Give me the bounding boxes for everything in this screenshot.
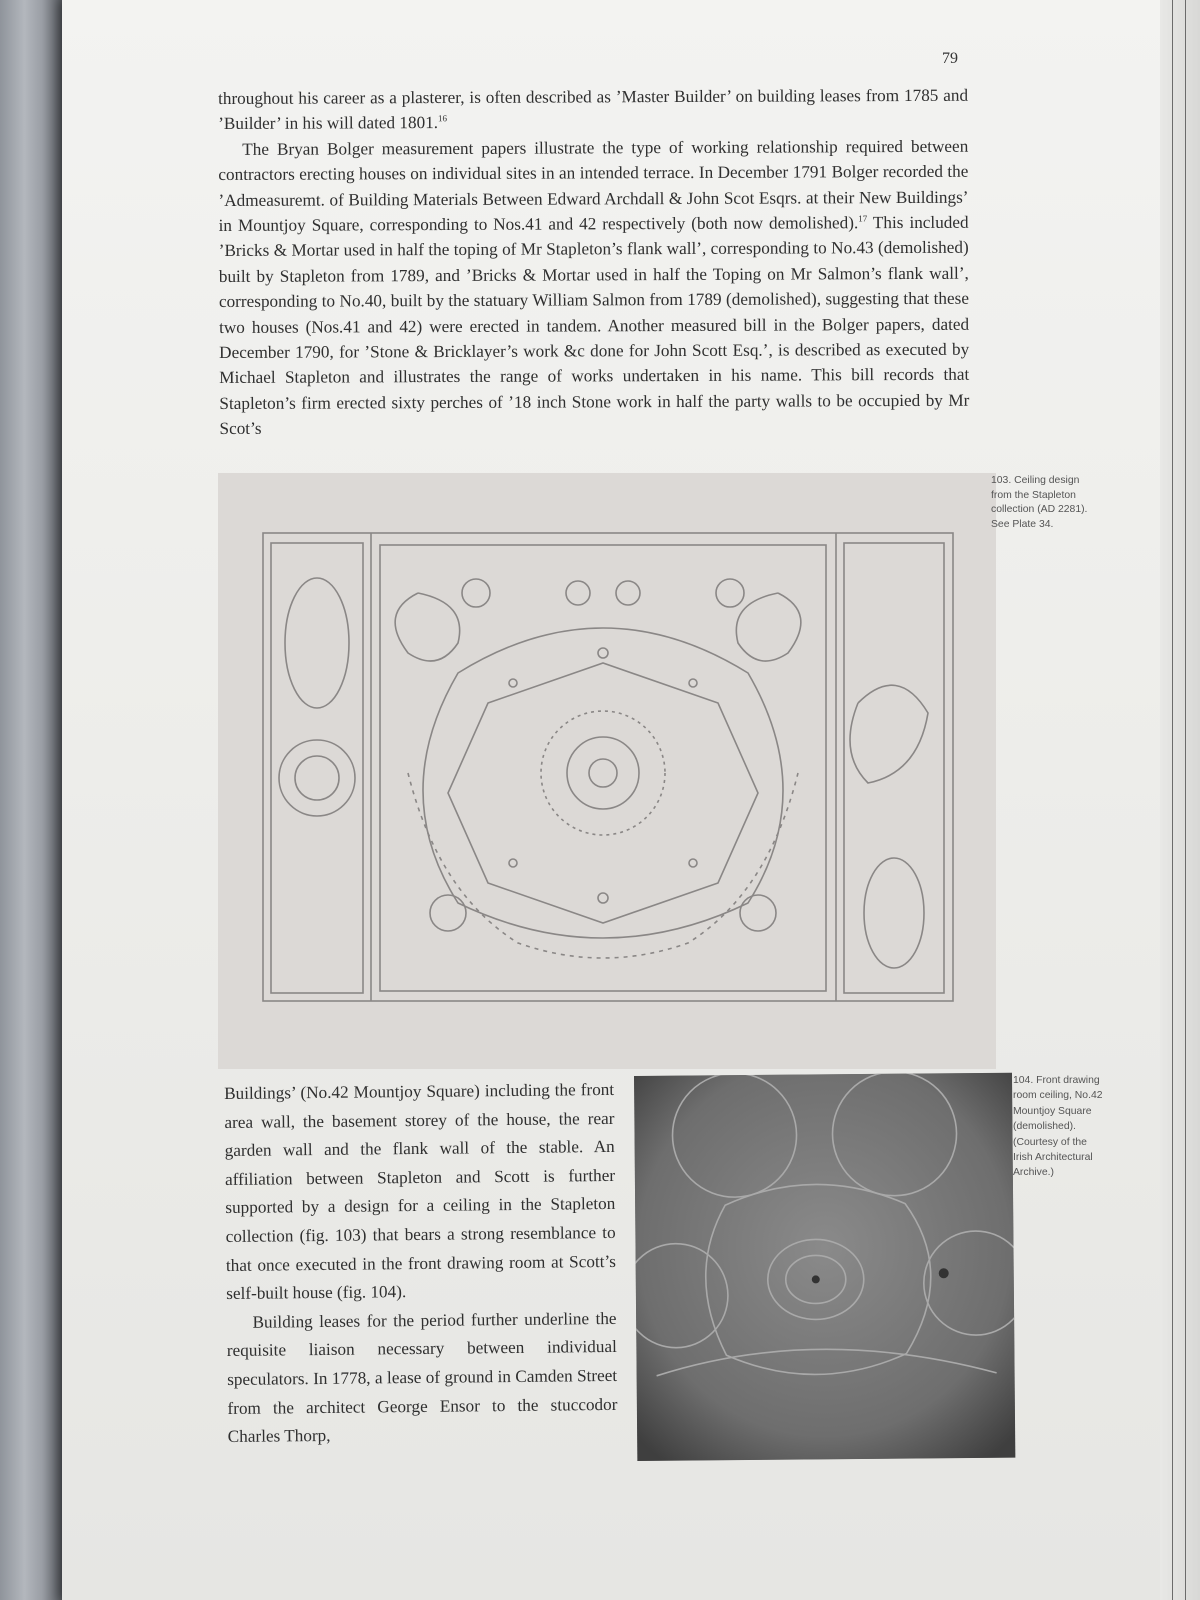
footnote-ref-17: 17 bbox=[858, 213, 868, 224]
figure-103-caption bbox=[991, 474, 1111, 532]
caption-line: 104. Front drawing bbox=[1013, 1075, 1100, 1086]
caption-line: Archive.) bbox=[1013, 1167, 1054, 1179]
page-number: 79 bbox=[942, 50, 958, 67]
caption-line: collection (AD 2281). bbox=[991, 504, 1088, 516]
figure-104-ceiling-photo bbox=[634, 1073, 1015, 1461]
figure-103-ceiling-design bbox=[218, 473, 996, 1069]
paragraph-1-text: throughout his career as a plasterer, is often described as ’Master Builder’ on building leases from 1785 and ’Builder’ in his will dated 1801. bbox=[218, 85, 969, 134]
figure-104-caption bbox=[1013, 1073, 1133, 1181]
caption-line: Irish Architectural bbox=[1013, 1152, 1093, 1164]
ceiling-design-drawing bbox=[218, 473, 996, 1069]
paragraph-2 bbox=[218, 134, 969, 442]
caption-line: from the Stapleton bbox=[991, 489, 1076, 501]
caption-line: room ceiling, No.42 bbox=[1013, 1090, 1103, 1102]
paragraph-2-text-b: This included ’Bricks & Mortar used in half the toping of Mr Stapleton’s flank wall’, corresponding to No.43 (demolished) built by Stapleton from 1789, and ’Bricks & Mortar used in half the Toping on Mr Salmon’s flank wall’, corresponding to No.40, built by the statuary William Salmon from 1789 (demolished), suggesting that these two houses (Nos.41 and 42) were erected in tandem. Another measured bill in the Bolger papers, dated December 1790, for ’Stone & Bricklayer’s work &c done for John Scott Esq.’, is described as executed by Michael Stapleton and illustrates the range of works undertaken in his name. This bill records that Stapleton’s firm erected sixty perches of ’18 inch Stone work in half the party walls to be occupied by Mr Scot’s bbox=[218, 212, 970, 439]
caption-line: 103. Ceiling design bbox=[991, 475, 1080, 486]
caption-line: Mountjoy Square bbox=[1013, 1105, 1092, 1117]
ceiling-photo bbox=[634, 1073, 1015, 1461]
paragraph-2-text-a: The Bryan Bolger measurement papers illustrate the type of working relationship required between contractors erecting houses on individual sites in an intended terrace. In December 1791 Bolger recorded the ’Admeasuremt. of Building Materials Between Edward Archdall & John Scot Esqrs. at their New Buildings’ in Mountjoy Square, corresponding to Nos.41 and 42 respectively (both now demolished). bbox=[218, 136, 969, 236]
footnote-ref-16: 16 bbox=[438, 113, 448, 124]
caption-line: See Plate 34. bbox=[991, 518, 1054, 530]
paragraph-4: Building leases for the period further underline the requisite liaison necessary between individual speculators. In 1778, a lease of ground in Camden Street from the architect George Ensor to the stuccodor Charles Thorp, bbox=[226, 1308, 618, 1447]
paragraph-3: Buildings’ (No.42 Mountjoy Square) including the front area wall, the basement storey of the house, the rear garden wall and the flank wall of the stable. An affiliation between Stapleton and Scott is further supported by a design for a ceiling in the Stapleton collection (fig. 103) that bears a strong resemblance to that once executed in the front drawing room at Scott’s self-built house (fig. 104). bbox=[224, 1079, 617, 1304]
caption-line: (Courtesy of the bbox=[1013, 1136, 1087, 1148]
page-edge-lines bbox=[1172, 0, 1186, 1600]
desk-background bbox=[0, 0, 70, 1600]
paragraph-1 bbox=[218, 83, 968, 137]
lower-text-block bbox=[224, 1076, 618, 1452]
caption-line: (demolished). bbox=[1013, 1121, 1076, 1133]
main-text-block bbox=[218, 83, 970, 442]
